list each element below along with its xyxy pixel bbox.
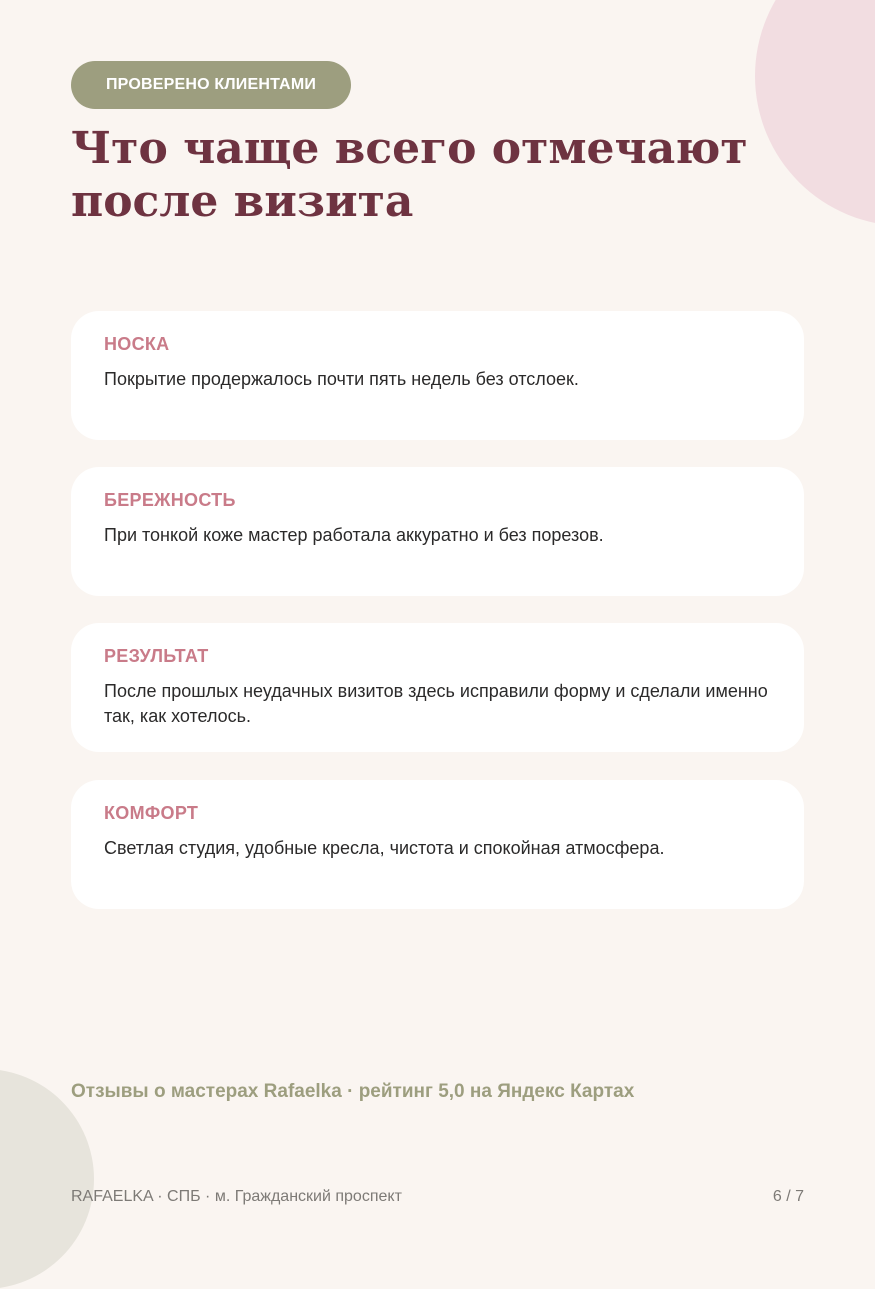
review-card (71, 623, 804, 752)
verified-badge: ПРОВЕРЕНО КЛИЕНТАМИ (71, 61, 351, 109)
page-number: 6 / 7 (772, 1188, 804, 1205)
card-text: Светлая студия, удобные кресла, чистота и спокойная атмосфера. (104, 838, 665, 858)
card-label: РЕЗУЛЬТАТ (104, 646, 209, 666)
review-card (71, 780, 804, 909)
rating-source-note: Отзывы о мастерах Rafaelka · рейтинг 5,0 на Яндекс Картах (71, 1081, 635, 1102)
footer-brand-location: RAFAELKA · СПБ · м. Гражданский проспект (71, 1188, 402, 1205)
decorative-circle-top (755, 0, 875, 226)
page-title: Что чаще всего отмечают после визита (71, 123, 748, 227)
card-text: При тонкой коже мастер работала аккуратно и без порезов. (104, 525, 604, 545)
review-card (71, 467, 804, 596)
card-label: НОСКА (104, 334, 170, 354)
card-label: БЕРЕЖНОСТЬ (104, 490, 236, 510)
card-label: КОМФОРТ (104, 803, 199, 823)
card-text: Покрытие продержалось почти пять недель без отслоек. (104, 369, 579, 389)
card-text: После прошлых неудачных визитов здесь исправили форму и сделали именно так, как хотелось. (104, 681, 768, 726)
review-card (71, 311, 804, 440)
